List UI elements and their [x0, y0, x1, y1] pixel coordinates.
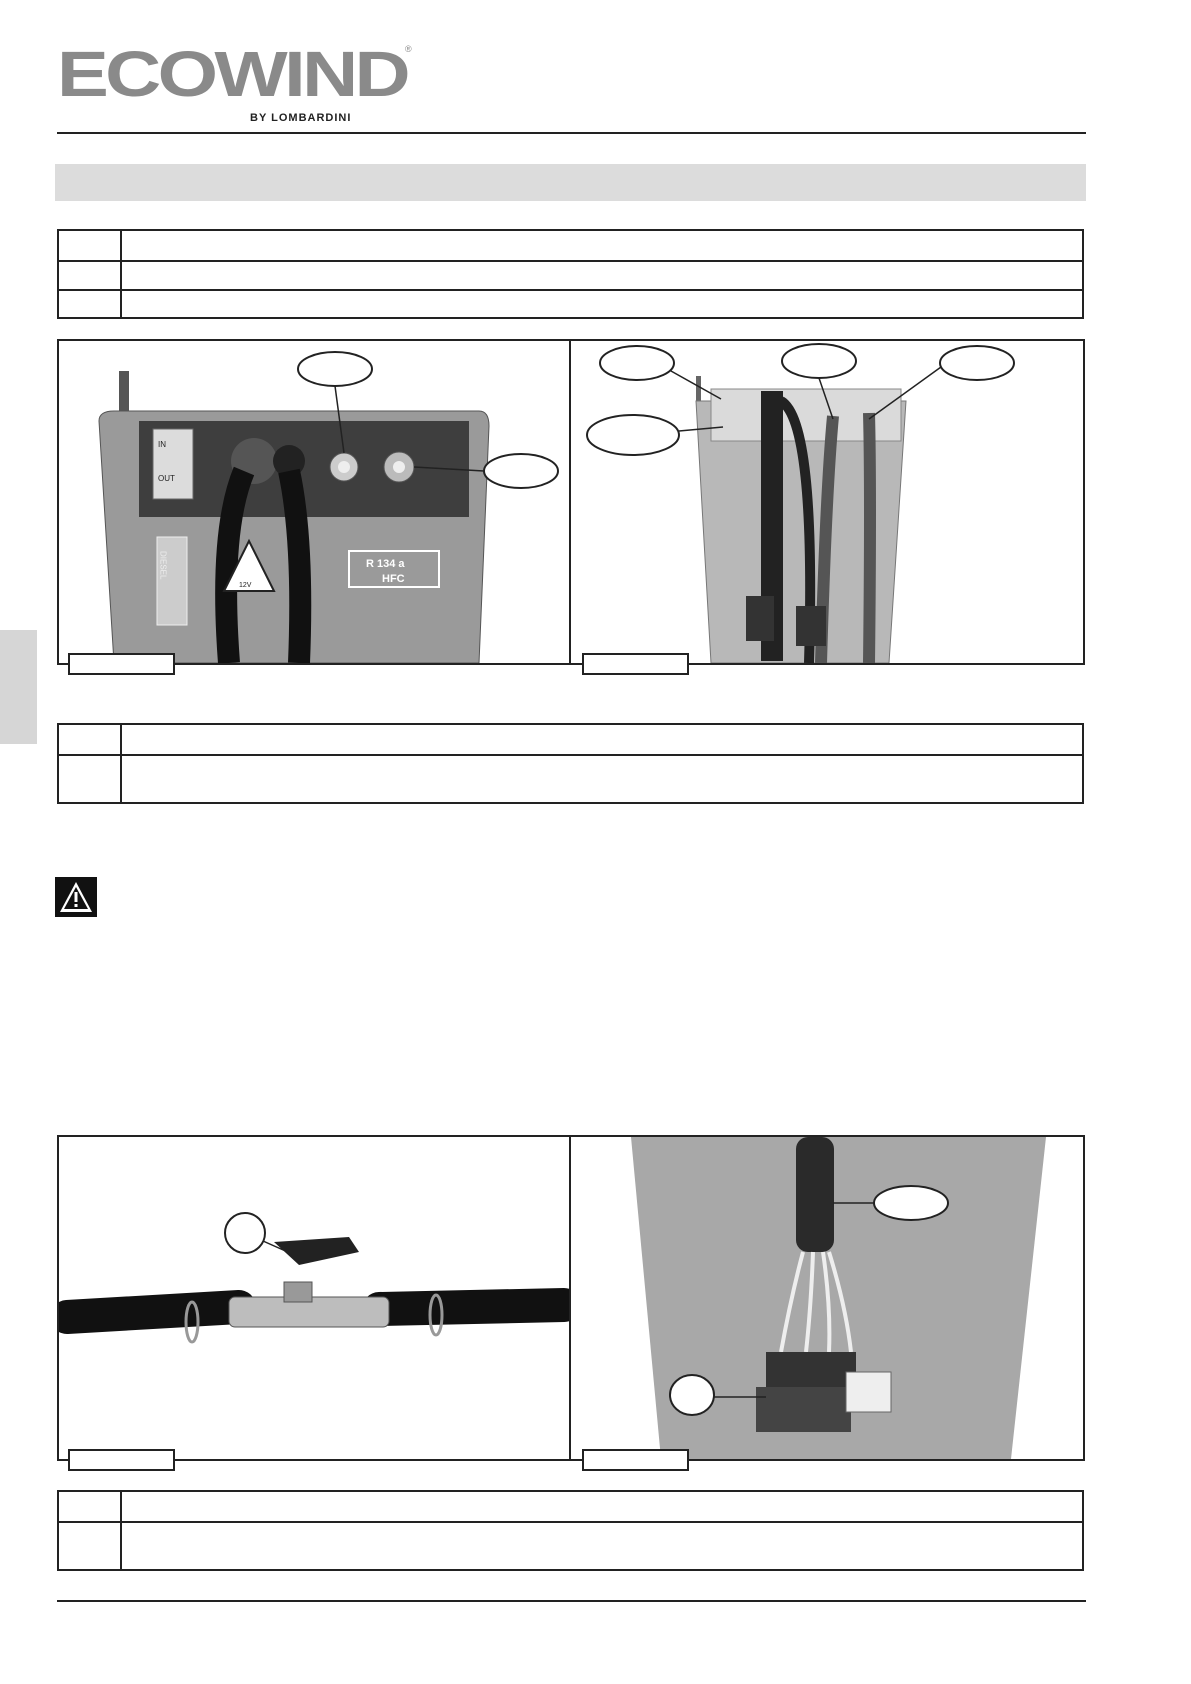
step-number-cell	[59, 1523, 122, 1569]
svg-text:®: ®	[405, 44, 412, 54]
step-text-cell	[122, 262, 1082, 289]
step-number-cell	[59, 231, 122, 260]
refrigerant-sticker-line2: HFC	[382, 573, 405, 585]
brand-logo	[55, 38, 415, 133]
step-text-cell	[122, 1523, 1082, 1569]
step-text-cell	[122, 1492, 1082, 1521]
callout-bubble	[298, 352, 372, 386]
step-text-cell	[122, 725, 1082, 754]
section-title-bar	[55, 164, 1086, 201]
callout-bubble	[587, 415, 679, 455]
diesel-label: DIESEL	[158, 551, 168, 580]
callout-bubble	[600, 346, 674, 380]
figure-unit-connections-top	[569, 339, 1085, 665]
figure-fuel-valve	[57, 1135, 571, 1461]
callout-bubble	[940, 346, 1014, 380]
callout-bubble	[782, 344, 856, 378]
step-number-cell	[59, 1492, 122, 1521]
figure-unit-connections-rear	[57, 339, 571, 665]
logo-byline: BY LOMBARDINI	[250, 112, 352, 124]
steps-table-3	[57, 1490, 1084, 1571]
header-rule	[57, 132, 1086, 134]
step-number-cell	[59, 291, 122, 317]
table-row	[59, 725, 1082, 754]
warning-triangle-icon	[55, 877, 97, 917]
table-row	[59, 289, 1082, 317]
table-row	[59, 1521, 1082, 1569]
port-label-in: IN	[158, 440, 166, 449]
step-text-cell	[122, 231, 1082, 260]
figure-caption-box	[582, 1449, 689, 1471]
callout-bubble	[670, 1375, 714, 1415]
table-row	[59, 260, 1082, 289]
step-number-cell	[59, 756, 122, 802]
table-row	[59, 754, 1082, 802]
footer-rule	[57, 1600, 1086, 1602]
step-text-cell	[122, 756, 1082, 802]
figure-caption-box	[68, 1449, 175, 1471]
chapter-side-tab	[0, 630, 37, 744]
figure-connector-harness	[569, 1135, 1085, 1461]
callout-bubble	[225, 1213, 265, 1253]
logo-wordmark: ECOWIND	[57, 38, 408, 110]
port-label-out: OUT	[158, 474, 175, 483]
figure-caption-box	[68, 653, 175, 675]
refrigerant-sticker-line1: R 134 a	[366, 558, 405, 570]
steps-table-2	[57, 723, 1084, 804]
voltage-label: 12V	[239, 582, 252, 589]
table-row	[59, 231, 1082, 260]
step-number-cell	[59, 725, 122, 754]
steps-table-1	[57, 229, 1084, 319]
step-number-cell	[59, 262, 122, 289]
callout-bubble	[874, 1186, 948, 1220]
step-text-cell	[122, 291, 1082, 317]
table-row	[59, 1492, 1082, 1521]
callout-bubble	[484, 454, 558, 488]
figure-caption-box	[582, 653, 689, 675]
